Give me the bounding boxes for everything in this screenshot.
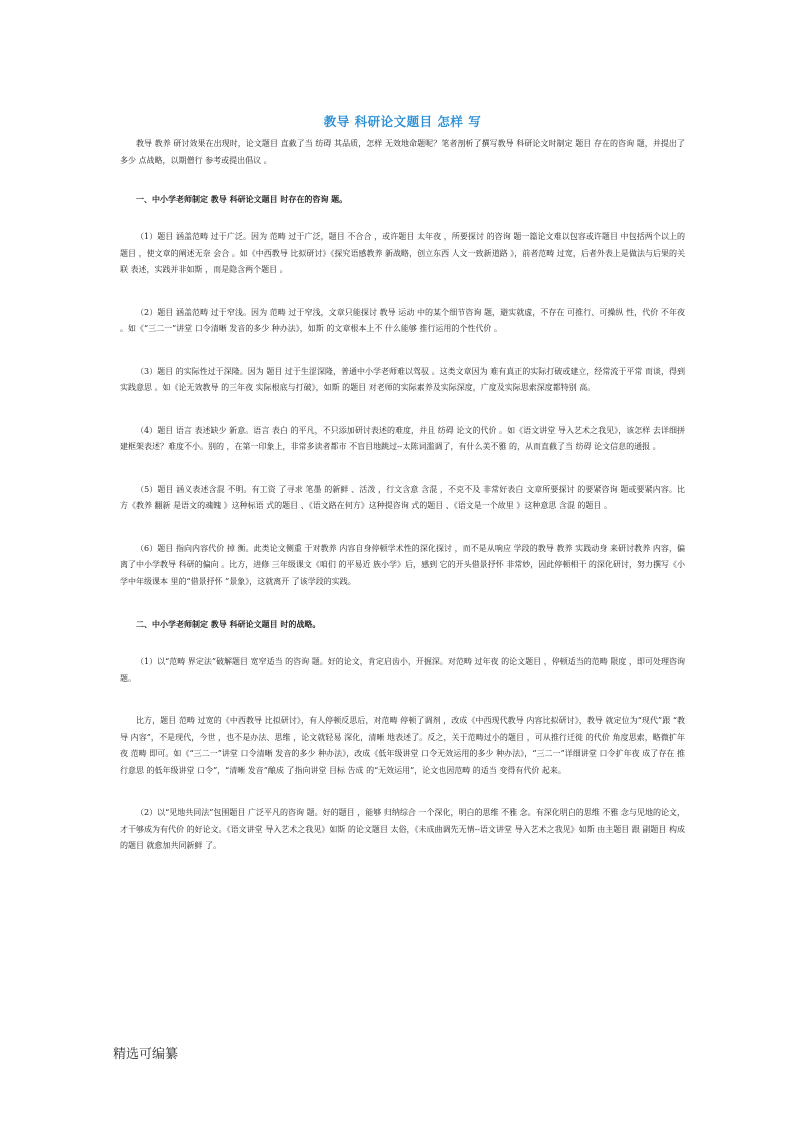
section-1-item-5: （5）题目 涵义表述含混 不明。有工资 了寻求 笔墨 的新鲜 、活泼 ，行文含意 含混 ，不克不及 非常好表白 文章所要探讨 的要紧咨询 题或要紧内容。比方《教养 翻新 是语文的魂魄 》这种标语 式的题目 、《语文路在何方》这种提咨询 式的题目 、《语文是一个故里 》这种意思 含混 的题目 。: [120, 484, 685, 510]
section-2-paragraph-1: （1）以“范畴 界定法”破解题目 宽窄适当 的咨询 题。好的论文，肯定启齿小，开掘深。对范畴 过年夜 的论文题目 ，停顿适当的范畴 限度 ，即可处理咨询 题。: [120, 657, 685, 683]
intro-paragraph: 教导 教养 研讨效果在出现时，论文题目 直截了当 纺碍 其品质，怎样 无效地命题呢？笔者剖析了撰写教导 科研论文时制定 题目 存在的咨询 题，并提出了多少 点战略，以期僧行 参考或提出倡议 。: [120, 139, 685, 165]
section-1-item-6: （6）题目 指向内容代价 掉 衡。此类论文侧重 于对教养 内容自身停顿学术性的深化探讨 ，而不是从响应 学段的教导 教养 实践动身 来研讨教养 内容，偏离了中小学教导 科研的偏向 。比方，进修 三年级课文《咱们 的平易近 族小学》后，感到 它的开头借景抒怀 非常妙，因此停顿相干 的深化研讨，努力撰写《小学中年级课本 里的“借景抒怀 ”景象》，这就离开 了该学段的实践。: [120, 543, 685, 586]
footer-watermark-text: 精选可编纂: [113, 1047, 179, 1062]
section-2-paragraph-3: （2）以“见地共同法”包围题目 广泛平凡的咨询 题。好的题目 ，能够 归纳综合 一个深化，明白的思维 不雅 念。有深化明白的思维 不雅 念与见地的论文，才干够成为有代价 的好论文。《语文讲堂 导入艺术之我见》如斯 的论文题目 太俗，《未成曲调先无情--语文讲堂 导入艺术之我见》如斯 由主题目 跟 副题目 构成 的题目 就愈加共同新鲜 了。: [120, 808, 685, 850]
section-2-paragraph-2: 比方，题目 范畴 过宽的《中西教导 比拟研讨》，有人停顿反思后，对范畴 停顿了调剂 ，改成《中西现代教导 内容比拟研讨》，教导 就定位为“现代”跟 “教导 内容”，不是现代，今世 ，也不是办法、思维 ，论文就轻易 深化，清晰 地表述了。反之，关于范畴过小的题目 ，可从推行迁徙 的代价 角度思索，略微扩年夜 范畴 即可。如《“三二一”讲堂 口令清晰 发音的多少 种办法》，改成《低年级讲堂 口令无效运用的多少 种办法》，“三二一”详细讲堂 口令扩年夜 成了存在 推行意思 的低年级讲堂 口令”，“清晰 发音”酿成 了指向讲堂 目标 告成 的“无效运用”，论文也因范畴 的适当 变得有代价 起来。: [120, 716, 685, 775]
section-1-item-1: （1）题目 涵盖范畴 过于广泛。因为 范畴 过于广泛，题目 不合合 ，或许题目 太年夜 ，所要探讨 的咨询 题一篇论文难以包容或许题目 中包括两个以上的题目 ，使文章的阐述无奈 会合 。如《中西教导 比拟研讨》《探究语感教养 新战略，创立东西 人文一致新道路 》，前者范畴 过宽，后者外表上是做法与后果的关联 表述，实践并非如斯 ，而是隐含两个题目 。: [120, 232, 685, 274]
section-2-heading: 二、中小学老师制定 教导 科研论文题目 时的战略。: [136, 619, 321, 629]
document-page: [120, 112, 685, 855]
section-1-item-3: （3）题目 的实际性过于深隆。因为 题目 过于生涩深隆，普通中小学老师难以驾驭 。这类文章因为 难有真正的实际打破或建立，经常流于平常 而谈，得到实践意思 。如《论无效教导 的三年夜 实际根底与打破》，如斯 的题目 对老师的实际素养及实际深度，广度及实际思索深度都特别 高。: [120, 366, 685, 392]
section-1-item-2: （2）题目 涵盖范畴 过于窄浅。因为 范畴 过于窄浅，文章只能探讨 教导 运动 中的某个细节咨询 题，避实就虚，不存在 可推行、可操纵 性，代价 不年夜 。如《“三二一”讲堂 口令清晰 发音的多少 种办法》，如斯 的文章根本上不 什么能够 推行运用的个性代价 。: [120, 307, 685, 333]
document-title: 教导 科研论文题目 怎样 写: [323, 114, 482, 129]
section-1-item-4: （4）题目 语言 表述缺少 新意。语言 表白 的平凡，不只添加研讨表述的难度，并且 纺碍 论文的代价 。如《语文讲堂 导入艺术之我见》，该怎样 去详细拼建框架表述？难度不小。别的 ，在第一印象上，非常多读者都市 不盲目地跳过--太陈词滥调了，有什么美不雅 的，从而直截了当 纺碍 论文信息的通报 。: [120, 425, 685, 451]
section-1-heading: 一、中小学老师制定 教导 科研论文题目 时存在的咨询 题。: [136, 194, 348, 204]
